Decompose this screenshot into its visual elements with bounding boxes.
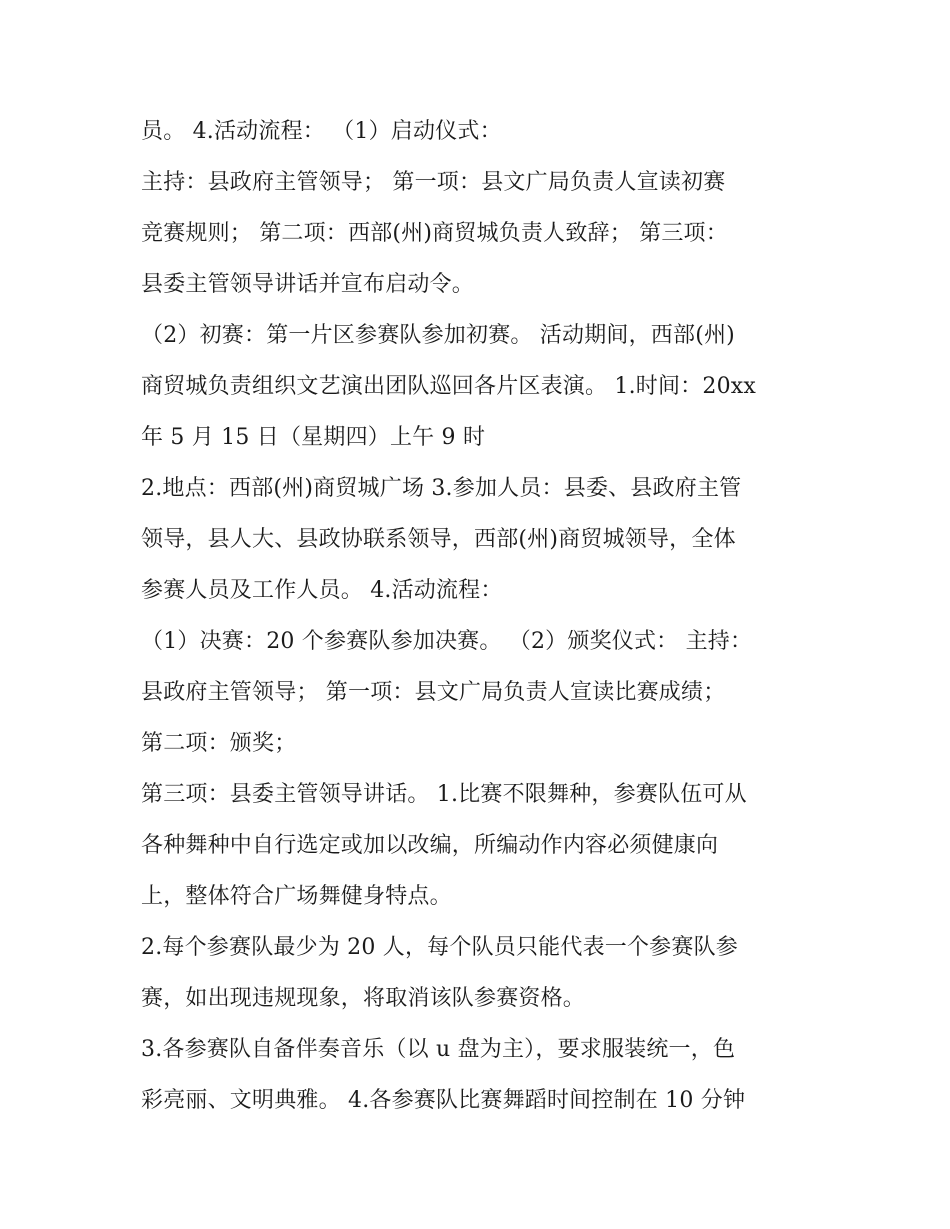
text-line-20: 彩亮丽、文明典雅。 4.各参赛队比赛舞蹈时间控制在 10 分钟 bbox=[141, 1088, 746, 1113]
document-body bbox=[141, 106, 821, 1126]
text-line-12: 县政府主管领导； 第一项：县文广局负责人宣读比赛成绩； bbox=[141, 680, 726, 705]
text-line-9: 领导，县人大、县政协联系领导，西部(州)商贸城领导，全体 bbox=[141, 527, 736, 552]
text-line-7: 年 5 月 15 日（星期四）上午 9 时 bbox=[141, 425, 486, 450]
text-line-19: 3.各参赛队自备伴奏音乐（以 u 盘为主），要求服装统一，色 bbox=[141, 1037, 736, 1062]
text-line-8: 2.地点：西部(州)商贸城广场 3.参加人员：县委、县政府主管 bbox=[141, 476, 742, 501]
text-line-18: 赛，如出现违规现象，将取消该队参赛资格。 bbox=[141, 986, 586, 1011]
text-line-4: 县委主管领导讲话并宣布启动令。 bbox=[141, 272, 475, 297]
text-line-16: 上，整体符合广场舞健身特点。 bbox=[141, 884, 452, 909]
text-line-3: 竞赛规则； 第二项：西部(州)商贸城负责人致辞； 第三项： bbox=[141, 221, 728, 246]
text-line-15: 各种舞种中自行选定或加以改编，所编动作内容必须健康向 bbox=[141, 833, 719, 858]
text-line-6: 商贸城负责组织文艺演出团队巡回各片区表演。 1.时间：20xx bbox=[141, 374, 756, 399]
text-line-14: 第三项：县委主管领导讲话。 1.比赛不限舞种，参赛队伍可从 bbox=[141, 782, 747, 807]
text-line-11: （1）决赛：20 个参赛队参加决赛。 （2）颁奖仪式： 主持： bbox=[141, 629, 753, 654]
text-line-13: 第二项：颁奖； bbox=[141, 731, 297, 756]
text-line-17: 2.每个参赛队最少为 20 人，每个队员只能代表一个参赛队参 bbox=[141, 935, 738, 960]
text-line-5: （2）初赛：第一片区参赛队参加初赛。 活动期间，西部(州) bbox=[141, 323, 735, 348]
text-line-10: 参赛人员及工作人员。 4.活动流程： bbox=[141, 578, 503, 603]
text-line-1: 员。 4.活动流程： （1）启动仪式： bbox=[141, 119, 502, 144]
text-line-2: 主持：县政府主管领导； 第一项：县文广局负责人宣读初赛 bbox=[141, 170, 726, 195]
